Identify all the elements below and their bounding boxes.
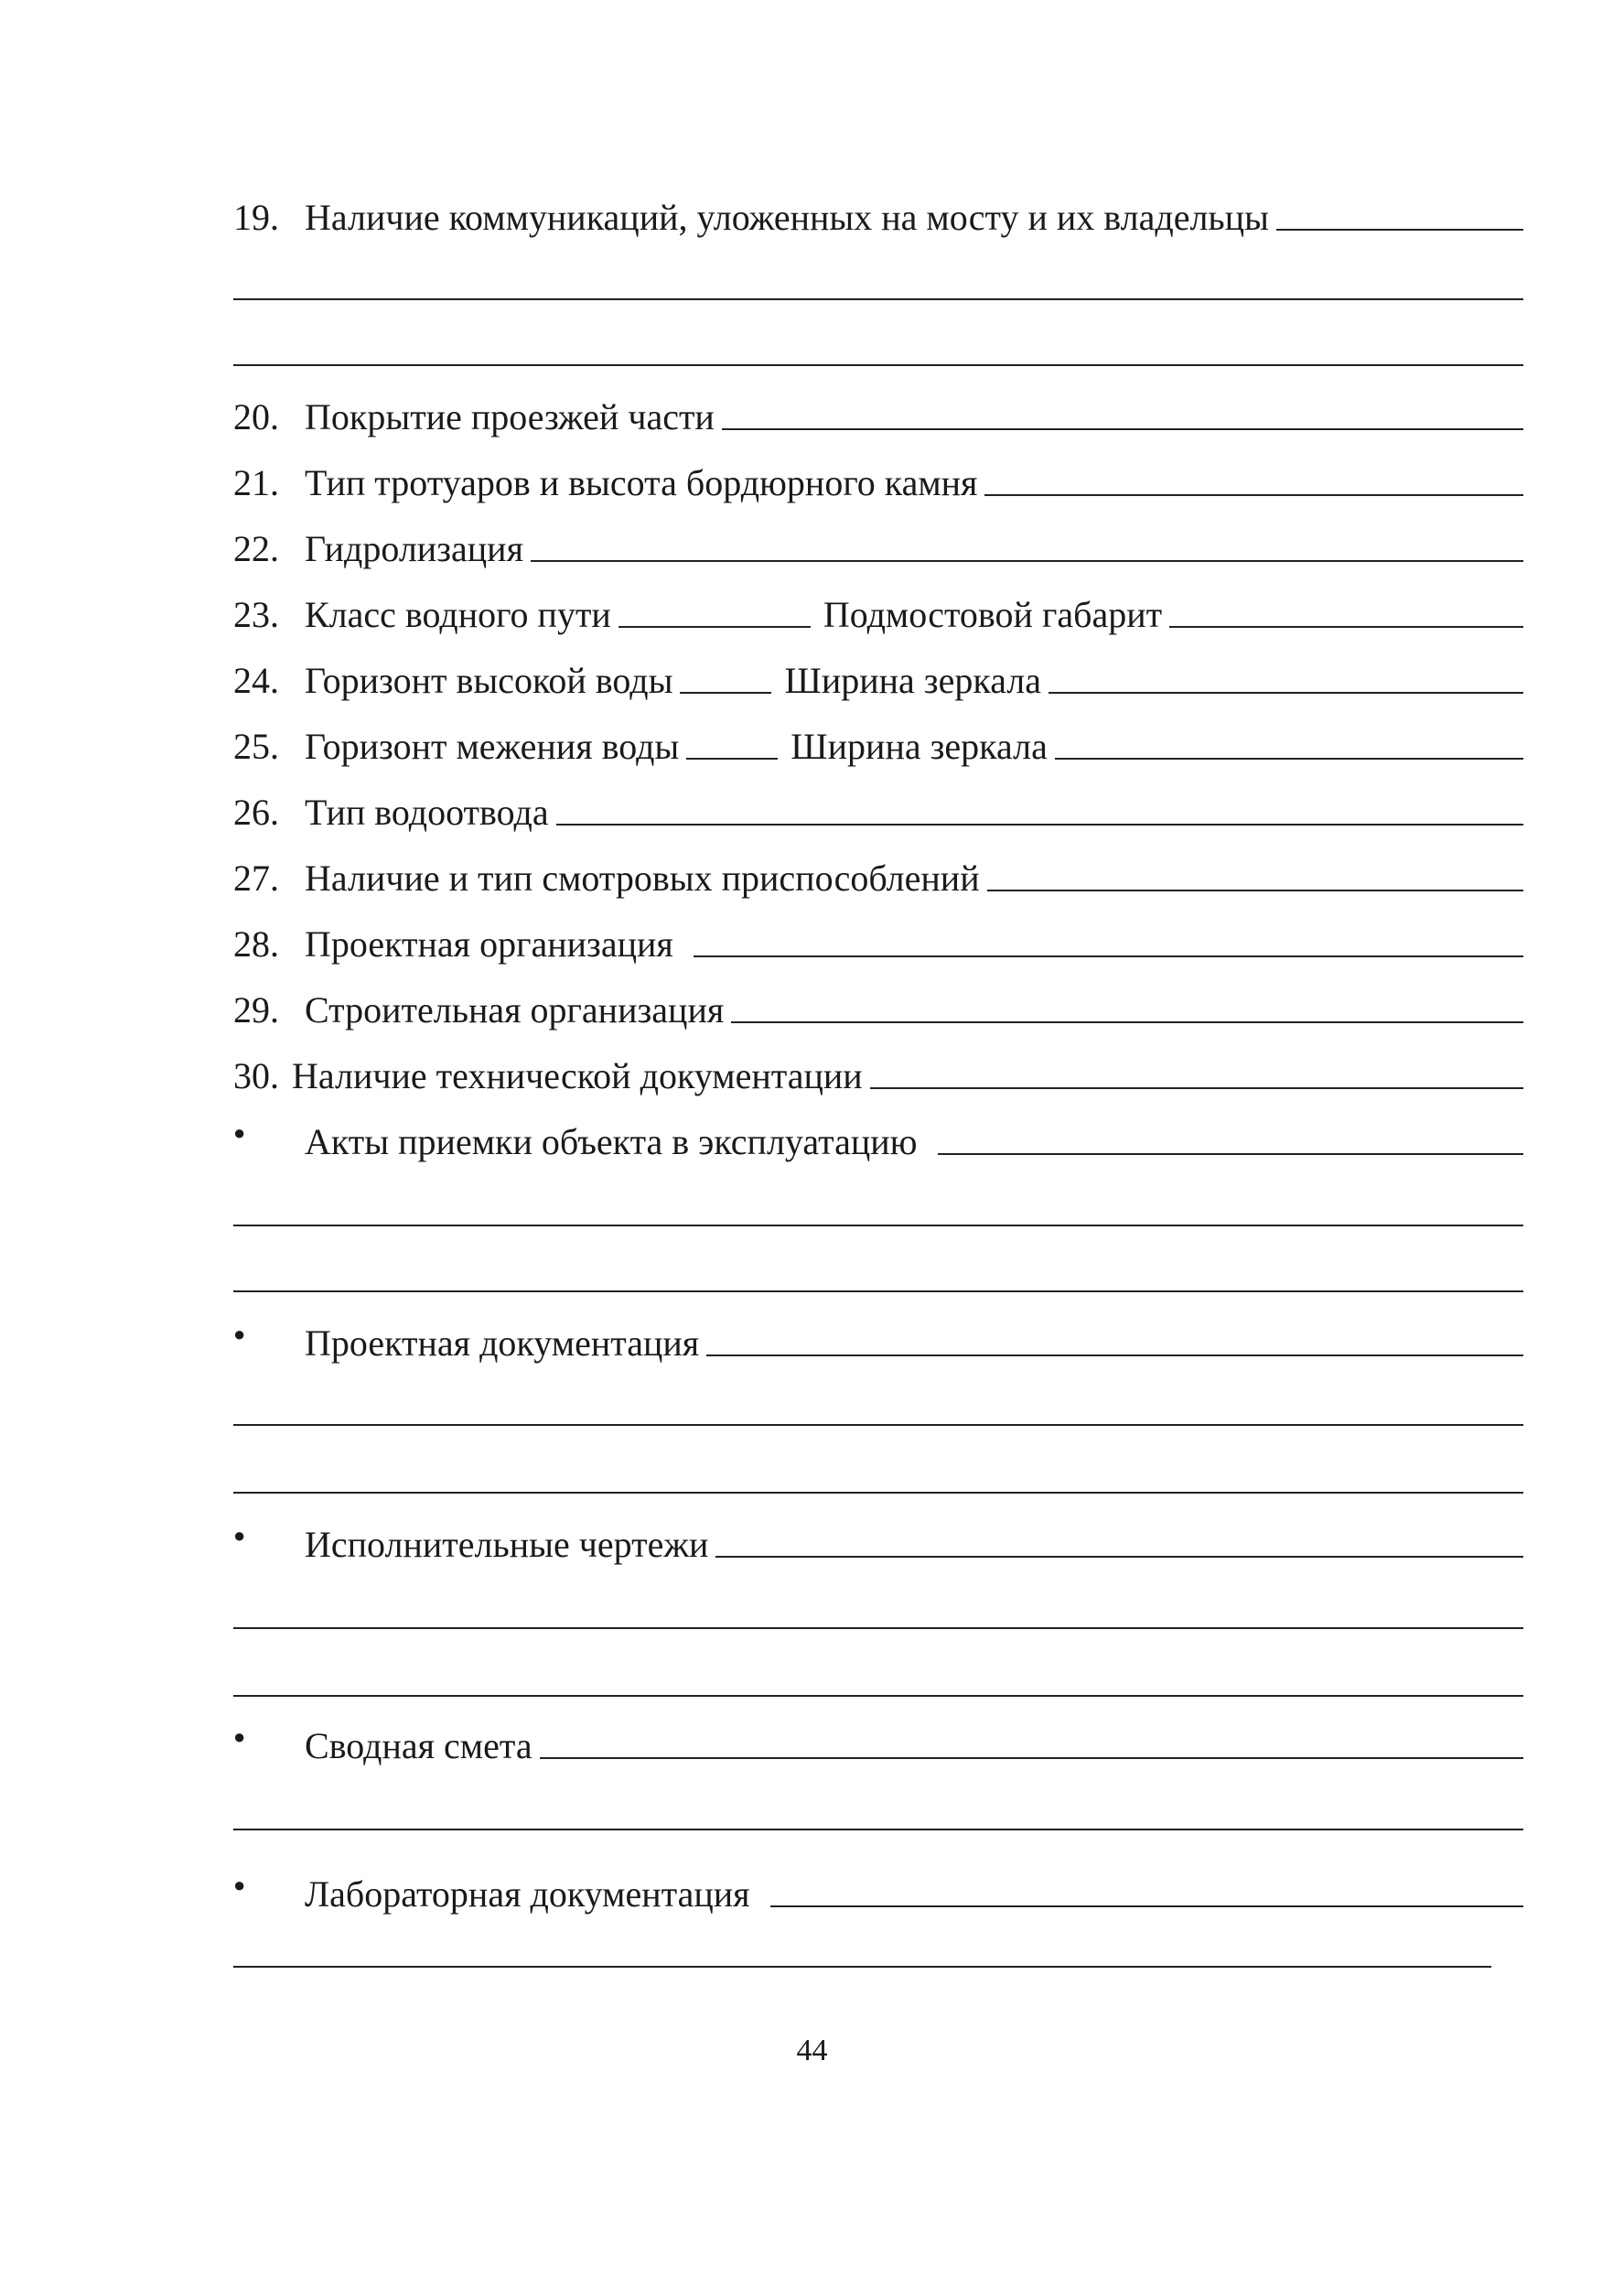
answer-line[interactable] [770,1905,1523,1907]
item-label: Наличие технической документации [292,1055,863,1096]
item-24 [233,648,1523,703]
item-number: 24. [233,660,279,701]
answer-line[interactable] [984,494,1523,496]
item-20 [233,384,1523,439]
item-30 [233,1043,1523,1098]
item-number: 27. [233,858,279,899]
item-number: 20. [233,396,279,437]
item-label-secondary: Подмостовой габарит [823,594,1163,635]
bullet-icon: ● [233,1524,246,1547]
item-number: 25. [233,726,279,767]
document-item-as-built-drawings [233,1512,1523,1567]
item-label: Лабораторная документация [305,1873,750,1915]
answer-line[interactable] [233,1290,1523,1292]
item-label: Горизонт межения воды [305,726,680,767]
item-label: Исполнительные чертежи [305,1524,709,1565]
item-label-secondary: Ширина зеркала [784,660,1042,701]
item-label: Проектная документация [305,1322,700,1364]
answer-line[interactable] [706,1354,1523,1356]
answer-line[interactable] [233,1966,1491,1968]
item-number: 19. [233,197,279,238]
answer-line[interactable] [731,1021,1523,1023]
answer-line[interactable] [1276,229,1523,231]
item-number: 29. [233,989,279,1031]
item-number: 21. [233,462,279,503]
answer-line[interactable] [1055,758,1523,760]
page-number: 44 [796,2034,828,2067]
item-label: Строительная организация [305,989,725,1031]
answer-line[interactable] [233,298,1523,300]
answer-line[interactable] [540,1757,1523,1759]
answer-line[interactable] [715,1556,1523,1558]
item-number: 23. [233,594,279,635]
answer-line[interactable] [987,890,1523,891]
answer-line[interactable] [233,364,1523,366]
item-19 [233,185,1523,240]
item-21 [233,450,1523,505]
answer-line[interactable] [680,692,771,694]
item-label: Класс водного пути [305,594,611,635]
item-label: Тип тротуаров и высота бордюрного камня [305,462,978,503]
item-label: Покрытие проезжей части [305,396,715,437]
answer-line[interactable] [233,1424,1523,1426]
item-label: Гидролизация [305,528,523,569]
answer-line[interactable] [686,758,778,760]
answer-line[interactable] [233,1695,1523,1697]
answer-line[interactable] [233,1627,1523,1629]
item-28 [233,912,1523,966]
item-27 [233,846,1523,901]
item-23 [233,582,1523,637]
item-label: Наличие коммуникаций, уложенных на мосту и их владельцы [305,197,1269,238]
bullet-icon: ● [233,1725,246,1748]
item-label: Сводная смета [305,1725,532,1766]
answer-line[interactable] [531,560,1523,562]
answer-line[interactable] [233,1829,1523,1830]
answer-line[interactable] [938,1153,1523,1155]
document-item-acceptance-acts [233,1109,1523,1164]
item-number: 22. [233,528,279,569]
item-25 [233,714,1523,769]
answer-line[interactable] [618,626,811,628]
item-number: 26. [233,792,279,833]
item-26 [233,780,1523,835]
answer-line[interactable] [694,955,1523,957]
item-29 [233,977,1523,1032]
item-22 [233,516,1523,571]
item-label: Проектная организация [305,923,673,965]
document-item-laboratory-docs [233,1862,1523,1916]
bullet-icon: ● [233,1322,246,1345]
item-label-secondary: Ширина зеркала [790,726,1048,767]
bullet-icon: ● [233,1873,246,1896]
answer-line[interactable] [233,1225,1523,1226]
bullet-icon: ● [233,1121,246,1144]
answer-line[interactable] [1169,626,1523,628]
item-label: Акты приемки объекта в эксплуатацию [305,1121,918,1162]
document-item-design-docs [233,1311,1523,1365]
item-number: 30. [233,1055,279,1096]
item-label: Горизонт высокой воды [305,660,673,701]
answer-line[interactable] [870,1087,1523,1089]
answer-line[interactable] [233,1492,1523,1494]
item-label: Тип водоотвода [305,792,549,833]
answer-line[interactable] [556,824,1523,826]
answer-line[interactable] [722,428,1523,430]
item-label: Наличие и тип смотровых приспособлений [305,858,980,899]
answer-line[interactable] [1049,692,1523,694]
item-number: 28. [233,923,279,965]
document-item-summary-estimate [233,1713,1523,1768]
